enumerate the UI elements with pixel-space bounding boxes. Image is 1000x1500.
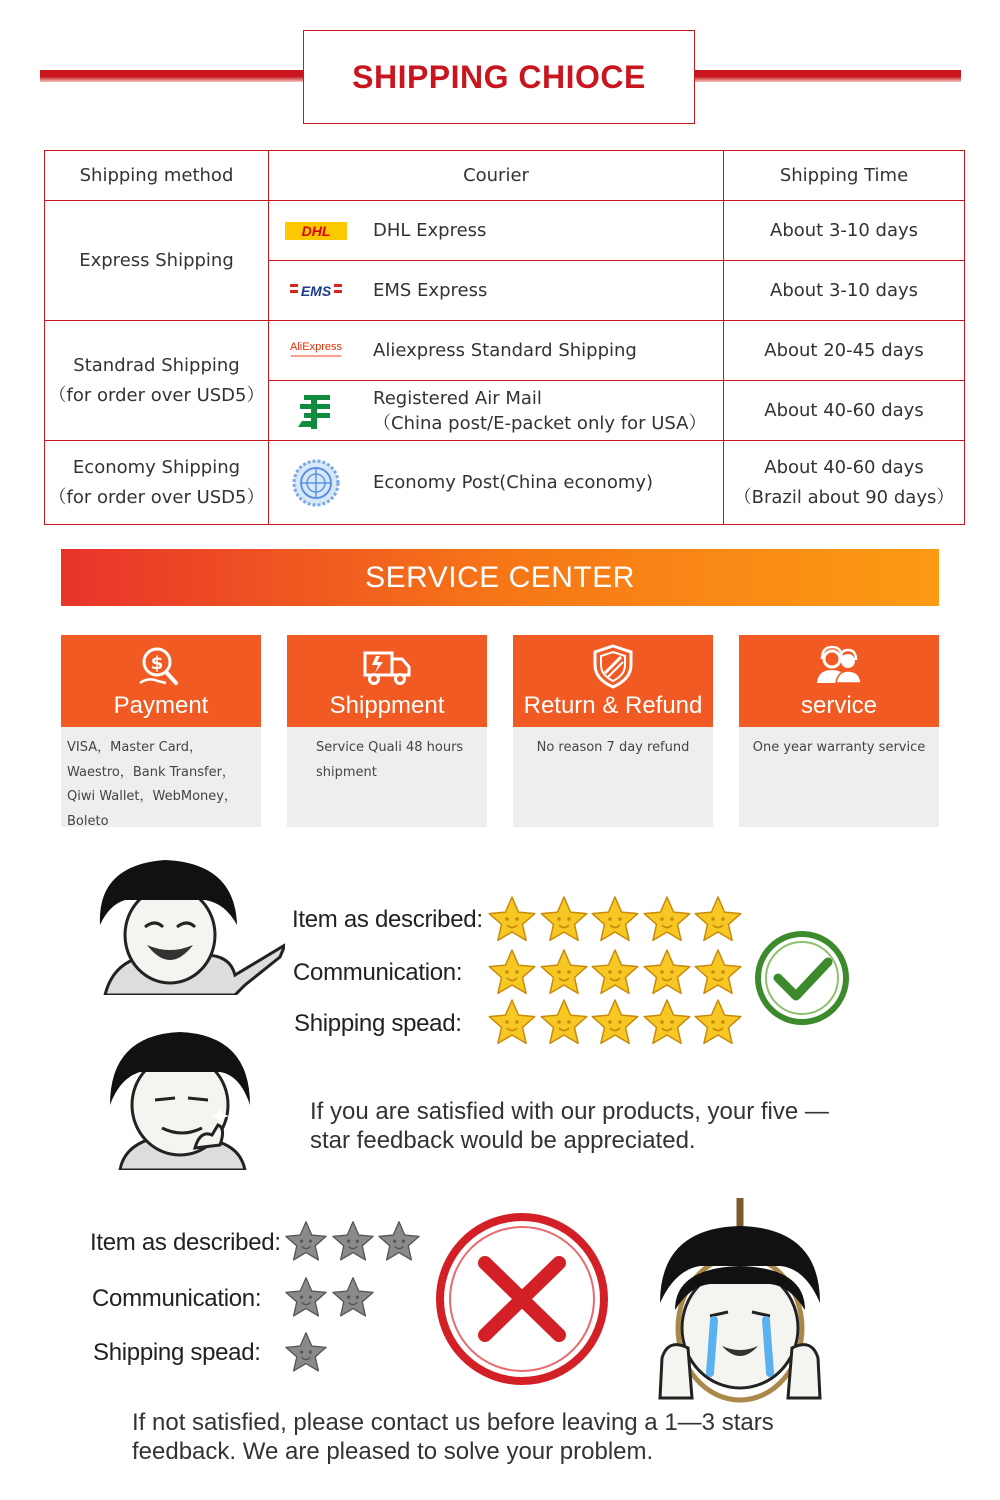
bad-label-item: Item as described: — [90, 1229, 281, 1256]
smug-mushroom-head-thumbs-up-illustration — [100, 1030, 260, 1170]
grey-star-icon — [284, 1276, 328, 1320]
svg-text:$: $ — [150, 653, 164, 674]
svg-text:EMS: EMS — [300, 282, 332, 299]
gold-star-icon — [590, 998, 640, 1048]
gold-star-icon — [539, 948, 589, 998]
header-rule-right — [667, 70, 961, 82]
table-row — [45, 321, 965, 381]
courier-name: Aliexpress Standard Shipping — [373, 340, 637, 361]
china-post-logo — [285, 389, 347, 433]
shipping-time: About 20-45 days — [764, 339, 924, 361]
gold-star-icon — [487, 998, 537, 1048]
card-text: No reason 7 day refund — [536, 740, 690, 755]
time-cell — [724, 441, 965, 525]
happy-mushroom-head-pointing-illustration — [85, 855, 285, 995]
method-note: （for order over USD5） — [48, 486, 265, 508]
crying-mushroom-head-rope-illustration — [640, 1198, 835, 1408]
method-note: （for order over USD5） — [48, 384, 265, 406]
svg-text:DHL: DHL — [301, 222, 331, 239]
money-search-icon — [136, 643, 186, 689]
method-label: Standrad Shipping — [73, 354, 240, 376]
good-label-communication: Communication: — [293, 959, 463, 986]
column-header-time: Shipping Time — [724, 151, 965, 201]
bad-label-communication: Communication: — [92, 1285, 262, 1312]
service-center-banner — [61, 549, 939, 606]
courier-cell — [269, 261, 724, 321]
card-title: Payment — [113, 692, 209, 719]
gold-star-icon — [487, 948, 537, 998]
shipping-time: About 40-60 days — [764, 456, 924, 478]
shipping-time-note: （Brazil about 90 days） — [733, 486, 955, 508]
courier-name: DHL Express — [373, 220, 487, 241]
courier-name: Economy Post(China economy) — [373, 472, 654, 493]
card-title: Shippment — [329, 692, 445, 719]
service-card-payment — [61, 635, 261, 827]
gold-star-icon — [693, 998, 743, 1048]
grey-star-icon — [331, 1276, 375, 1320]
table-row — [45, 441, 965, 525]
courier-cell — [269, 441, 724, 525]
time-cell — [724, 201, 965, 261]
courier-name: EMS Express — [373, 280, 488, 301]
card-text: Service Quali 48 hours shipment — [316, 740, 464, 780]
shield-icon — [588, 643, 638, 689]
gold-star-icon — [487, 895, 537, 945]
gold-star-icon — [642, 948, 692, 998]
gold-star-icon — [590, 895, 640, 945]
column-header-method: Shipping method — [45, 151, 269, 201]
service-card-service — [739, 635, 939, 827]
grey-star-icon — [377, 1220, 421, 1264]
courier-note: （China post/E-packet only for USA） — [373, 412, 707, 434]
time-cell — [724, 261, 965, 321]
shipping-table — [44, 150, 965, 525]
shipping-time: About 3-10 days — [770, 279, 918, 301]
courier-cell — [269, 381, 724, 441]
good-label-item: Item as described: — [292, 906, 483, 933]
card-title: Return & Refund — [523, 692, 703, 719]
table-header-row — [45, 151, 965, 201]
grey-star-icon — [284, 1220, 328, 1264]
good-feedback-message: If you are satisfied with our products, your five —star feedback would be appreciated. — [310, 1098, 829, 1154]
ems-logo — [285, 269, 347, 313]
time-cell — [724, 321, 965, 381]
service-card-shipment — [287, 635, 487, 827]
table-row — [45, 201, 965, 261]
svg-text:AliExpress: AliExpress — [290, 340, 342, 353]
method-label: Express Shipping — [79, 249, 234, 271]
card-text: One year warranty service — [752, 740, 926, 755]
good-label-shipping: Shipping spead: — [294, 1010, 462, 1037]
courier-cell — [269, 321, 724, 381]
aliexpress-logo — [285, 329, 347, 373]
service-center-title: SERVICE CENTER — [365, 560, 635, 594]
method-express — [45, 201, 269, 321]
dhl-logo — [285, 209, 347, 253]
gold-star-icon — [693, 895, 743, 945]
gold-star-icon — [642, 895, 692, 945]
card-title: service — [800, 692, 878, 719]
header-rule-left — [40, 70, 332, 82]
time-cell — [724, 381, 965, 441]
shipping-title: SHIPPING CHIOCE — [352, 58, 646, 95]
bad-label-shipping: Shipping spead: — [93, 1339, 261, 1366]
method-label: Economy Shipping — [72, 456, 241, 478]
gold-star-icon — [590, 948, 640, 998]
gold-star-icon — [539, 998, 589, 1048]
grey-star-icon — [331, 1220, 375, 1264]
column-header-courier: Courier — [269, 151, 724, 201]
method-economy — [45, 441, 269, 525]
bad-feedback-message: If not satisfied, please contact us before leaving a 1—3 stars feedback. We are pleased to solve your problem. — [132, 1409, 774, 1465]
gold-star-icon — [693, 948, 743, 998]
un-emblem-logo — [285, 461, 347, 505]
shipping-title-box — [303, 30, 695, 124]
method-standard — [45, 321, 269, 441]
delivery-truck-icon — [362, 643, 412, 689]
service-card-return-refund — [513, 635, 713, 827]
courier-cell — [269, 201, 724, 261]
gold-star-icon — [642, 998, 692, 1048]
card-text: VISA，Master Card，Waestro，Bank Transfer，Qiwi Wallet，WebMoney，Boleto — [67, 740, 237, 829]
green-checkmark-icon — [752, 928, 852, 1028]
gold-star-icon — [539, 895, 589, 945]
grey-star-icon — [284, 1331, 328, 1375]
support-agents-icon — [814, 643, 864, 689]
courier-name: Registered Air Mail — [373, 387, 542, 409]
shipping-time: About 3-10 days — [770, 219, 918, 241]
shipping-time: About 40-60 days — [764, 399, 924, 421]
red-cross-icon — [427, 1207, 617, 1392]
